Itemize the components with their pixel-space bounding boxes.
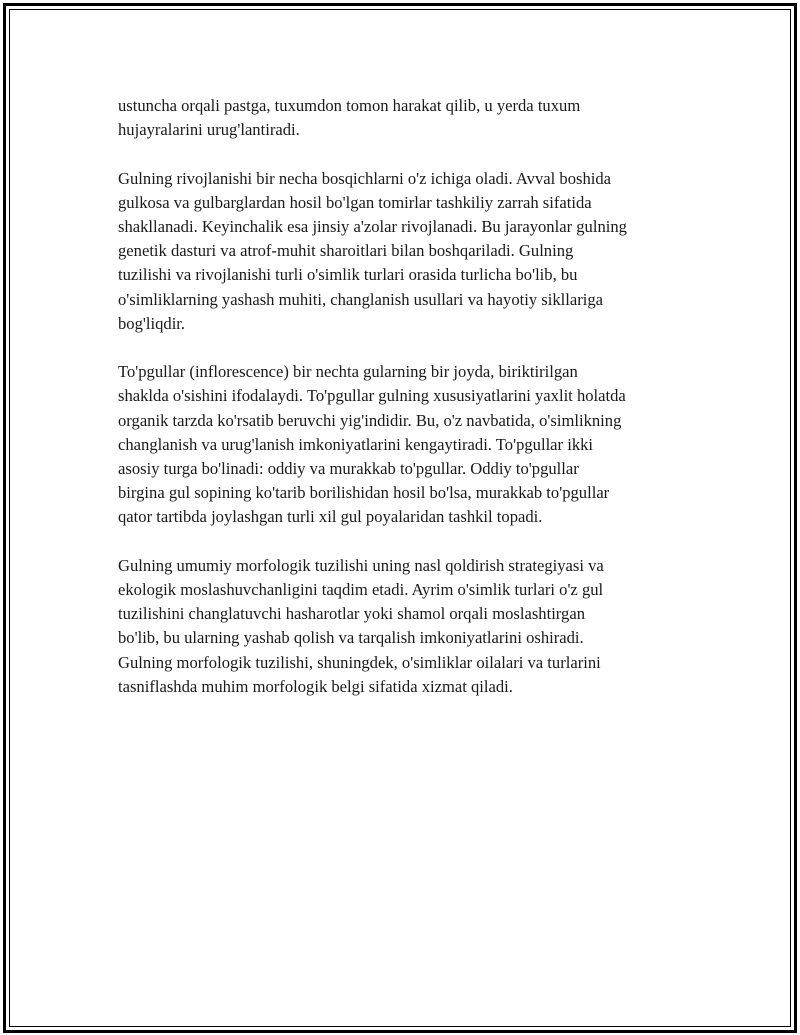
document-body [118,94,688,723]
paragraph-2: Gulning rivojlanishi bir necha bosqichlarni o'z ichiga oladi. Avval boshida gulkosa va gulbarglardan hosil bo'lgan tomirlar tashkiliy zarrah sifatida shakllanadi. Keyinchalik esa jinsiy a'zolar rivojlanadi. Bu jarayonlar gulning genetik dasturi va atrof-muhit sharoitlari bilan boshqariladi. Gulning tuzilishi va rivojlanishi turli o'simlik turlari orasida turlicha bo'lib, bu o'simliklarning yashash muhiti, changlanish usullari va hayotiy sikllariga bog'liqdir. [118,168,627,333]
paragraph-3: To'pgullar (inflorescence) bir nechta gularning bir joyda, biriktirilgan shaklda o'sishini ifodalaydi. To'pgullar gulning xususiyatlarini yaxlit holatda organik tarzda ko'rsatib beruvchi yig'indidir. Bu, o'z navbatida, o'simlikning changlanish va urug'lanish imkoniyatlarini kengaytiradi. To'pgullar ikki asosiy turga bo'linadi: oddiy va murakkab to'pgullar. Oddiy to'pgullar birgina gul sopining ko'tarib borilishidan hosil bo'lsa, murakkab to'pgullar qator tartibda joylashgan turli xil gul poyalaridan tashkil topadi. [118,362,626,527]
paragraph-4: Gulning umumiy morfologik tuzilishi uning nasl qoldirish strategiyasi va ekologik moslashuvchanligini taqdim etadi. Ayrim o'simlik turlari o'z gul tuzilishini changlatuvchi hasharotlar yoki shamol orqali moslashtirgan bo'lib, bu ularning yashab qolish va tarqalish imkoniyatlarini oshiradi. Gulning morfologik tuzilishi, shuningdek, o'simliklar oilalari va turlarini tasniflashda muhim morfologik belgi sifatida xizmat qiladi. [118,555,604,696]
paragraph-1: ustuncha orqali pastga, tuxumdon tomon harakat qilib, u yerda tuxum hujayralarini urug'lantiradi. [118,96,581,140]
